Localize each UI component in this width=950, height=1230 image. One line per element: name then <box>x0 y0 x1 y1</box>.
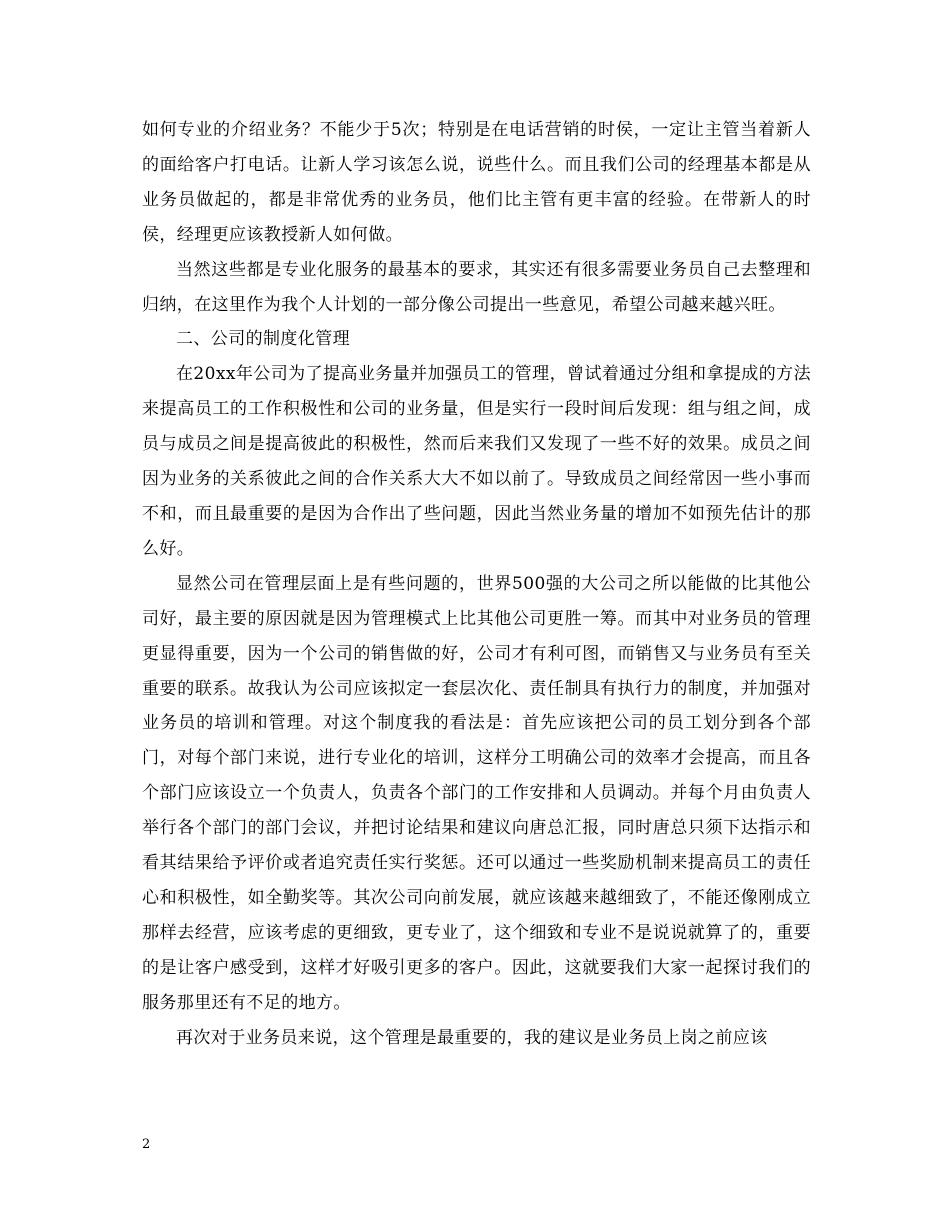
paragraph-requirements: 当然这些都是专业化服务的最基本的要求，其实还有很多需要业务员自己去整理和归纳，在这里作为我个人计划的一部分像公司提出一些意见，希望公司越来越兴旺。 <box>142 259 811 315</box>
paragraph-salesperson: 再次对于业务员来说，这个管理是最重要的，我的建议是业务员上岗之前应该 <box>176 1027 768 1048</box>
paragraph-management: 显然公司在管理层面上是有些问题的，世界500强的大公司之所以能做的比其他公司好，最主要的原因就是因为管理模式上比其他公司更胜一筹。而其中对业务员的管理更显得重要，因为一个公司的销售做的好，公司才有利可图，而销售又与业务员有至关重要的联系。故我认为公司应该拟定一套层次化、责任制具有执行力的制度，并加强对业务员的培训和管理。对这个制度我的看法是：首先应该把公司的员工划分到各个部门，对每个部门来说，进行专业化的培训，这样分工明确公司的效率才会提高，而且各个部门应该设立一个负责人，负责各个部门的工作安排和人员调动。并每个月由负责人举行各个部门的部门会议，并把讨论结果和建议向唐总汇报，同时唐总只须下达指示和看其结果给予评价或者追究责任实行奖惩。还可以通过一些奖励机制来提高员工的责任心和积极性，如全勤奖等。其次公司向前发展，就应该越来越细致了，不能还像刚成立那样去经营，应该考虑的更细致，更专业了，这个细致和专业不是说说就算了的，重要的是让客户感受到，这样才好吸引更多的客户。因此，这就要我们大家一起探讨我们的服务那里还有不足的地方。 <box>142 573 811 1013</box>
page-number: 2 <box>142 1137 151 1152</box>
paragraph-continuation: 如何专业的介绍业务？不能少于5次；特别是在电话营销的时侯，一定让主管当着新人的面给客户打电话。让新人学习该怎么说，说些什么。而且我们公司的经理基本都是从业务员做起的，都是非常优秀的业务员，他们比主管有更丰富的经验。在带新人的时侯，经理更应该教授新人如何做。 <box>142 120 811 245</box>
paragraph-grouping: 在20xx年公司为了提高业务量并加强员工的管理，曾试着通过分组和拿提成的方法来提高员工的工作积极性和公司的业务量，但是实行一段时间后发现：组与组之间，成员与成员之间是提高彼此的积极性，然而后来我们又发现了一些不好的效果。成员之间因为业务的关系彼此之间的合作关系大大不如以前了。导致成员之间经常因一些小事而不和，而且最重要的是因为合作出了些问题，因此当然业务量的增加不如预先估计的那么好。 <box>142 364 811 559</box>
document-body <box>142 113 811 1055</box>
section-heading: 二、公司的制度化管理 <box>176 329 350 350</box>
